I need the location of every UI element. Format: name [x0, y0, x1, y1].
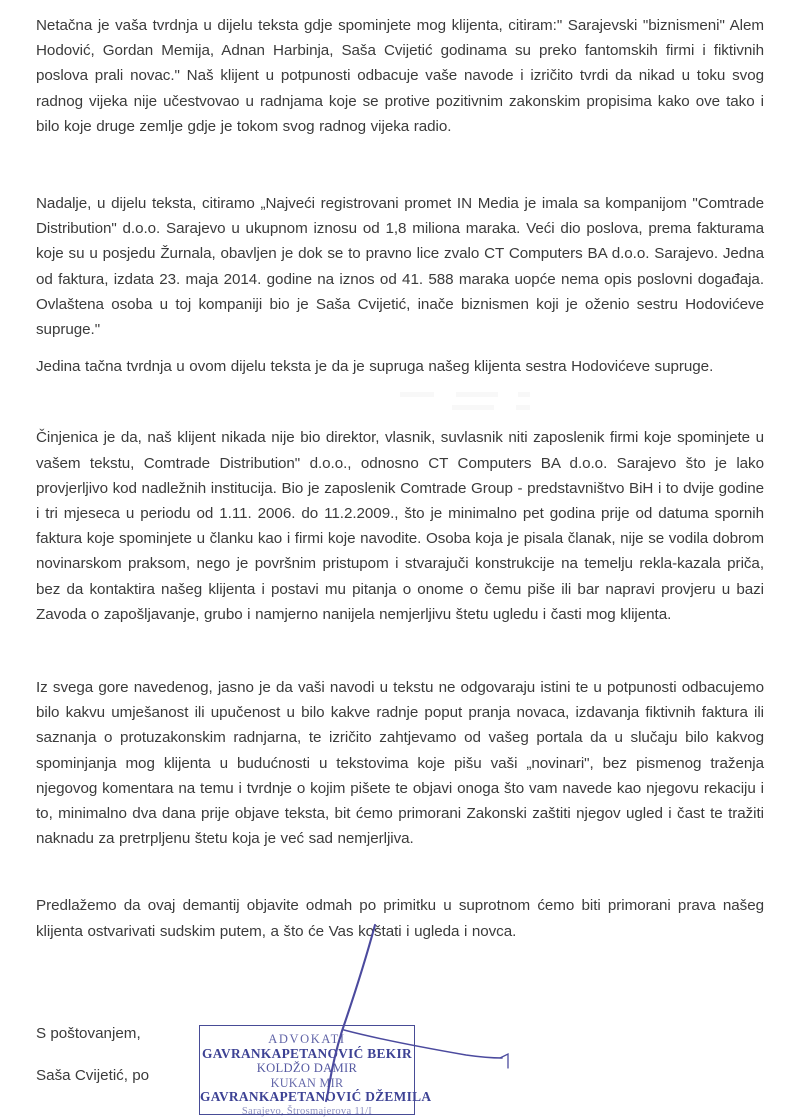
stamp-title: ADVOKATI: [200, 1026, 414, 1047]
paragraph-spacer-4: [36, 627, 764, 675]
document-text-body: [36, 0, 764, 944]
stamp-lawyer-4: GAVRANKAPETANOVIĆ DŽEMILA: [200, 1090, 414, 1105]
paragraph-6: Predlažemo da ovaj demantij objavite odmah po primitku u suprotnom ćemo biti primorani prava našeg klijenta ostvarivati sudskim putem, a što će Vas koštati i ugleda i novca.: [36, 893, 764, 943]
law-office-stamp: [199, 1025, 415, 1115]
stamp-lawyer-3: KUKAN MIR: [200, 1076, 414, 1091]
paragraph-4: Činjenica je da, naš klijent nikada nije bio direktor, vlasnik, suvlasnik niti zaposlenik firmi koje spominjete u vašem tekstu, Comtrade Distribution" d.o.o., odnosno CT Computers BA d.o.o. Sarajevo što je lako provjerljivo kod nadležnih institucija. Bio je zaposlenik Comtrade Group - predstavništvo BiH i to dvije godine i tri mjeseca u periodu od 1.11. 2006. do 11.2.2009., što je minimalno pet godina prije od datuma spornih faktura koje spominjete u članku kao i firmi koje navodite. Osoba koja je pisala članak, nije se vodila dobrom novinarskom praksom, nego je površnim pristupom i stvarajuči konstrukcije na temelju rekla-kazala priča, bez da kontaktira našeg klijenta i postavi mu pitanja o onome o čemu piše ili bar napravi provjeru u bazi Zavoda o zapošljavanje, grubo i namjerno nanijela nemjerljivu štetu ugledu i časti mog klijenta.: [36, 425, 764, 627]
stamp-address: Sarajevo, Štrosmajerova 11/I: [200, 1105, 414, 1119]
paragraph-3: Jedina tačna tvrdnja u ovom dijelu teksta je da je supruga našeg klijenta sestra Hodovićeve supruge.: [36, 354, 764, 379]
paragraph-spacer-2: [36, 342, 764, 354]
top-spacer: [36, 0, 764, 13]
stamp-lawyer-2: KOLDŽO DAMIR: [200, 1061, 414, 1076]
paragraph-1: Netačna je vaša tvrdnja u dijelu teksta gdje spominjete mog klijenta, citiram:" Sarajevski "biznismeni" Alem Hodović, Gordan Memija, Adnan Harbinja, Saša Cvijetić godinama su preko fantomskih firmi i fiktivnih poslova prali novac." Naš klijent u potpunosti odbacuje vaše navode i izričito tvrdi da nikad u toku svog radnog vijeka nije učestvovao u radnjama koje se protive pozitivnim zakonskim propisima kako ove tako i bilo koje druge zemlje gdje je tokom svog radnog vijeka radio.: [36, 13, 764, 139]
paragraph-5: Iz svega gore navedenog, jasno je da vaši navodi u tekstu ne odgovaraju istini te u potpunosti odbacujemo bilo kakvu umješanost ili upučenost u bilo kakve radnje poput pranja novaca, izdavanja fiktivnih faktura ili saznanja o protuzakonskim radnjarna, te izričito zahtjevamo od vašeg portala da u slučaju bilo kakvog spominjanja mog klijenta u budućnosti u tekstovima koje pišu vaši „novinari", bez pismenog traženja njegovog komentara na temu i tvrdnje o kojim pišete te objavi onoga što vam navede kao njegovu rekaciju i to, minimalno dva dana prije objave teksta, bit ćemo primorani Zakonski zaštiti njegov ugled i čast te tražiti naknadu za pretrpljenu štetu koja je već sad nemjerljiva.: [36, 675, 764, 851]
signer-name: Saša Cvijetić, po: [36, 1063, 336, 1088]
paragraph-spacer-5: [36, 851, 764, 893]
scan-artifact: [400, 392, 530, 414]
stamp-lawyer-1: GAVRANKAPETANOVIĆ BEKIR: [200, 1047, 414, 1062]
paragraph-spacer-1: [36, 139, 764, 191]
paragraph-2: Nadalje, u dijelu teksta, citiramo „Najveći registrovani promet IN Media je imala sa kompanijom "Comtrade Distribution" d.o.o. Sarajevo u ukupnom iznosu od 1,8 miliona maraka. Veći dio poslova, prema fakturama koje su u posjedu Žurnala, obavljen je dok se to pravno lice zvalo CT Computers BA d.o.o. Sarajevo. Jedna od faktura, izdata 23. maja 2014. godine na iznos od 41. 588 maraka uopće nema opis poslovni događaja. Ovlaštena osoba u toj kompaniji bio je Saša Cvijetić, inače biznismen koji je oženio sestru Hodovićeve supruge.": [36, 191, 764, 342]
salutation: S poštovanjem,: [36, 1021, 336, 1046]
signature-tail-stroke: [500, 1054, 508, 1068]
